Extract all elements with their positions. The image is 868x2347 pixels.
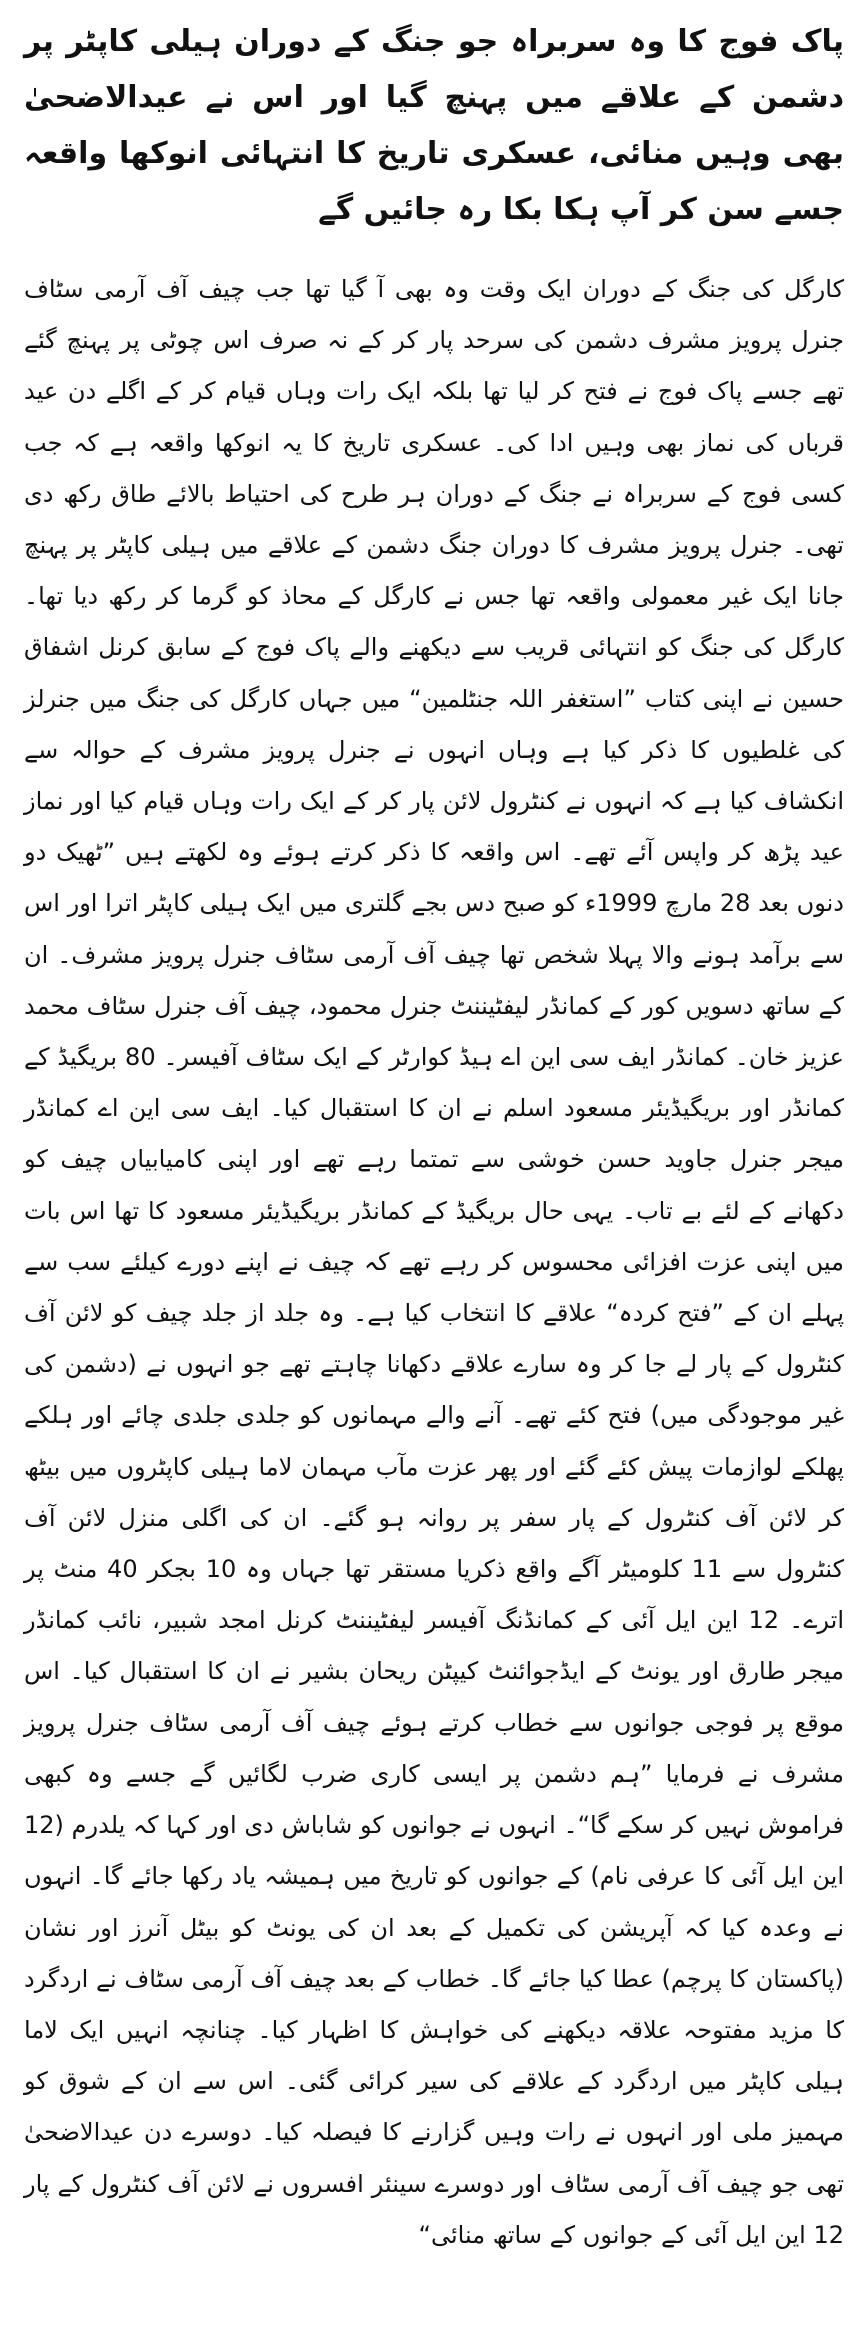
article-headline: پاک فوج کا وہ سربراہ جو جنگ کے دوران ہیلی کاپٹر پر دشمن کے علاقے میں پہنچ گیا اور اس نے عیدالاضحیٰ بھی وہیں منائی، عسکری تاریخ کا انتہائی انوکھا واقعہ جسے سن کر آپ ہکا بکا رہ جائیں گے bbox=[24, 24, 844, 227]
article-body: کارگل کی جنگ کے دوران ایک وقت وہ بھی آ گیا تھا جب چیف آف آرمی سٹاف جنرل پرویز مشرف دشمن کی سرحد پار کر کے نہ صرف اس چوٹی پر پہنچ گئے تھے جسے پاک فوج نے فتح کر لیا تھا بلکہ ایک رات وہاں قیام کر کے اگلے دن عید قرباں کی نماز بھی وہیں ادا کی۔ عسکری تاریخ کا یہ انوکھا واقعہ ہے کہ جب کسی فوج کے سربراہ نے جنگ کے دوران ہر طرح کی احتیاط بالائے طاق رکھ دی تھی۔ جنرل پرویز مشرف کا دوران جنگ دشمن کے علاقے میں ہیلی کاپٹر پر پہنچ جانا ایک غیر معمولی واقعہ تھا جس نے کارگل کے محاذ کو گرما کر رکھ دیا تھا۔ کارگل کی جنگ کو انتہائی قریب سے دیکھنے والے پاک فوج کے سابق کرنل اشفاق حسین نے اپنی کتاب ”استغفر اللہ جنٹلمین“ میں جہاں کارگل کی جنگ میں جنرلز کی غلطیوں کا ذکر کیا ہے وہاں انہوں نے جنرل پرویز مشرف کے حوالہ سے انکشاف کیا ہے کہ انہوں نے کنٹرول لائن پار کر کے ایک رات وہاں قیام کیا اور نماز عید پڑھ کر واپس آئے تھے۔ اس واقعہ کا ذکر کرتے ہوئے وہ لکھتے ہیں ”ٹھیک دو دنوں بعد 28 مارچ 1999ء کو صبح دس بجے گلتری میں ایک ہیلی کاپٹر اترا اور اس سے برآمد ہونے والا پہلا شخص تھا چیف آف آرمی سٹاف جنرل پرویز مشرف۔ ان کے ساتھ دسویں کور کے کمانڈر لیفٹیننٹ جنرل محمود، چیف آف جنرل سٹاف محمد عزیز خان۔ کمانڈر ایف سی این اے ہیڈ کوارٹر کے ایک سٹاف آفیسر۔ 80 بریگیڈ کے کمانڈر اور بریگیڈیئر مسعود اسلم نے ان کا استقبال کیا۔ ایف سی این اے کمانڈر میجر جنرل جاوید حسن خوشی سے تمتما رہے تھے اور اپنی کامیابیاں چیف کو دکھانے کے لئے بے تاب۔ یہی حال بریگیڈ کے کمانڈر بریگیڈیئر مسعود کا تھا اس بات میں اپنی عزت افزائی محسوس کر رہے تھے کہ چیف نے اپنے دورے کیلئے سب سے پہلے ان کے ”فتح کردہ“ علاقے کا انتخاب کیا ہے۔ وہ جلد از جلد چیف کو لائن آف کنٹرول کے پار لے جا کر وہ سارے علاقے دکھانا چاہتے تھے جو انہوں نے (دشمن کی غیر موجودگی میں) فتح کئے تھے۔ آنے والے مہمانوں کو جلدی جلدی چائے اور ہلکے پھلکے لوازمات پیش کئے گئے اور پھر عزت مآب مہمان لاما ہیلی کاپٹروں میں بیٹھ کر لائن آف کنٹرول کے پار سفر پر روانہ ہو گئے۔ ان کی اگلی منزل لائن آف کنٹرول سے 11 کلومیٹر آگے واقع ذکریا مستقر تھا جہاں وہ 10 بجکر 40 منٹ پر اترے۔ 12 این ایل آئی کے کمانڈنگ آفیسر لیفٹیننٹ کرنل امجد شبیر، نائب کمانڈر میجر طارق اور یونٹ کے ایڈجوائنٹ کیپٹن ریحان بشیر نے ان کا استقبال کیا۔ اس موقع پر فوجی جوانوں سے خطاب کرتے ہوئے چیف آف آرمی سٹاف جنرل پرویز مشرف نے فرمایا ”ہم دشمن پر ایسی کاری ضرب لگائیں گے جسے وہ کبھی فراموش نہیں کر سکے گا“۔ انہوں نے جوانوں کو شاباش دی اور کہا کہ یلدرم (12 این ایل آئی کا عرفی نام) کے جوانوں کو تاریخ میں ہمیشہ یاد رکھا جائے گا۔ انہوں نے وعدہ کیا کہ آپریشن کی تکمیل کے بعد ان کی یونٹ کو بیٹل آنرز اور نشان (پاکستان کا پرچم) عطا کیا جائے گا۔ خطاب کے بعد چیف آف آرمی سٹاف نے اردگرد کا مزید مفتوحہ علاقہ دیکھنے کی خواہش کا اظہار کیا۔ چنانچہ انہیں ایک لاما ہیلی کاپٹر میں اردگرد کے علاقے کی سیر کرائی گئی۔ اس سے ان کے شوق کو مہمیز ملی اور انہوں نے رات وہیں گزارنے کا فیصلہ کیا۔ دوسرے دن عیدالاضحیٰ تھی جو چیف آف آرمی سٹاف اور دوسرے سینئر افسروں نے لائن آف کنٹرول کے پار 12 این ایل آئی کے جوانوں کے ساتھ منائی“ bbox=[24, 275, 845, 2249]
